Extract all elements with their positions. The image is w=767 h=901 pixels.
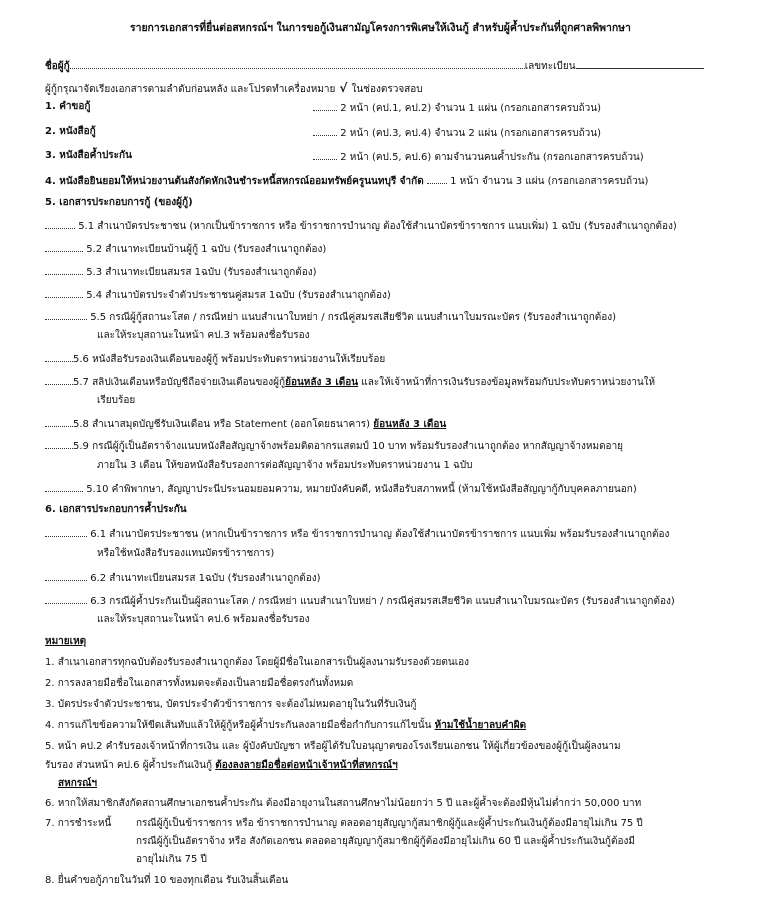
note-7-line-3: อายุไม่เกิน 75 ปี (136, 854, 207, 865)
member-no-field[interactable] (576, 59, 704, 69)
section-5-item-5-cont: และให้ระบุสถานะในหน้า คป.3 พร้อมลงชื่อรับรอง (97, 330, 310, 341)
item-2-detail: 2 หน้า (คป.3, คป.4) จำนวน 2 แผ่น (กรอกเอกสารครบถ้วน) (313, 126, 601, 141)
check-6-3[interactable] (45, 594, 87, 604)
document-title: รายการเอกสารที่ยื่นต่อสหกรณ์ฯ ในการขอกู้เงินสามัญโครงการพิเศษให้เงินกู้ สำหรับผู้ค้ำประกันที่ถูกศาลพิพากษา (129, 22, 631, 34)
borrower-label: ชื่อผู้กู้ (45, 61, 70, 72)
item-4-detail: 1 หน้า จำนวน 3 แผ่น (กรอกเอกสารครบถ้วน) (450, 176, 649, 187)
back-3-months-b: ย้อนหลัง 3 เดือน (373, 419, 447, 430)
item-4-check[interactable] (427, 174, 447, 184)
section-6-item-3: 6.3 กรณีผู้ค้ำประกันเป็นผู้สถานะโสด / กรณีหย่า แนบสำเนาใบหย่า / กรณีคู่สมรสเสียชีวิต แนบสำเนาใบมรณะบัตร (รับรองสำเนาถูกต้อง) (45, 594, 675, 609)
section-5-item-7: 5.7 สลิปเงินเดือนหรือบัญชีถือจ่ายเงินเดือนของผู้กู้ย้อนหลัง 3 เดือน และให้เจ้าหน้าที่การเงินรับรองข้อมูลพร้อมกับประทับตราหน่วยงานให้ (45, 375, 655, 390)
note-7-line-1: กรณีผู้กู้เป็นข้าราชการ หรือ ข้าราชการบำนาญ ตลอดอายุสัญญากู้สมาชิกผู้กู้และผู้ค้ำประกันเงินกู้ต้องมีอายุไม่เกิน 75 ปี (136, 818, 643, 829)
section-5-item-9-cont: ภายใน 3 เดือน ให้ขอหนังสือรับรองการต่อสัญญาจ้าง พร้อมประทับตราหน่วยงาน 1 ฉบับ (97, 460, 473, 471)
instruction-line (45, 81, 423, 97)
check-5-6[interactable] (45, 352, 73, 362)
section-5-heading: 5. เอกสารประกอบการกู้ (ของผู้กู้) (45, 197, 193, 208)
back-3-months-a: ย้อนหลัง 3 เดือน (285, 377, 359, 388)
section-5-item-7-cont: เรียบร้อย (97, 395, 136, 406)
item-3-check[interactable] (313, 150, 337, 160)
check-5-2[interactable] (45, 242, 83, 252)
section-6-item-1-cont: หรือใช้หนังสือรับรองแทนบัตรข้าราชการ) (97, 548, 275, 559)
check-5-7[interactable] (45, 375, 73, 385)
check-5-9[interactable] (45, 439, 73, 449)
section-5-item-4: 5.4 สำเนาบัตรประจำตัวประชาชนคู่สมรส 1ฉบับ (รับรองสำเนาถูกต้อง) (45, 288, 391, 303)
instruction-text: ผู้กู้กรุณาจัดเรียงเอกสารตามลำดับก่อนหลัง และโปรดทำเครื่องหมาย (45, 84, 336, 95)
section-6-item-2: 6.2 สำเนาทะเบียนสมรส 1ฉบับ (รับรองสำเนาถูกต้อง) (45, 571, 321, 586)
note-7-label: 7. การชำระหนี้ (45, 818, 112, 829)
section-5-item-1: 5.1 สำเนาบัตรประชาชน (หากเป็นข้าราชการ หรือ ข้าราชการบำนาญ ต้องใช้สำเนาบัตรข้าราชการ แนบเพิ่ม) 1 ฉบับ (รับรองสำเนาถูกต้อง) (45, 219, 677, 234)
check-5-4[interactable] (45, 288, 83, 298)
item-4 (45, 174, 648, 189)
note-5: 5. หน้า คป.2 คำรับรองเจ้าหน้าที่การเงิน และ ผู้บังคับบัญชา หรือผู้ได้รับใบอนุญาตของโรงเรียนเอกชน ให้ผู้เกี่ยวข้องของผู้กู้เป็นผู้ลงนาม (45, 741, 621, 752)
note-4: 4. การแก้ไขข้อความให้ขีดเส้นทับแล้วให้ผู้กู้หรือผู้ค้ำประกันลงลายมือชื่อกำกับการแก้ไขนั้น ห้ามใช้น้ำยาลบคำผิด (45, 720, 527, 731)
item-1-check[interactable] (313, 101, 337, 111)
note-6: 6. หากให้สมาชิกสังกัดสถานศึกษาเอกชนค้ำประกัน ต้องมีอายุงานในสถานศึกษาไม่น้อยกว่า 5 ปี และผู้ค้ำจะต้องมีหุ้นไม่ต่ำกว่า 50,000 บาท (45, 798, 642, 809)
section-6-heading: 6. เอกสารประกอบการค้ำประกัน (45, 504, 187, 515)
check-5-1[interactable] (45, 219, 75, 229)
item-4-label: 4. หนังสือยินยอมให้หน่วยงานต้นสังกัดหักเงินชำระหนี้สหกรณ์ออมทรัพย์ครูนนทบุรี จำกัด (45, 176, 424, 187)
section-5-item-10: 5.10 คำพิพากษา, สัญญาประนีประนอมยอมความ, หมายบังคับคดี, หนังสือรับสภาพหนี้ (ห้ามใช้หนังสือสัญญากู้กับบุคคลภายนอก) (45, 482, 637, 497)
section-5-item-3: 5.3 สำเนาทะเบียนสมรส 1ฉบับ (รับรองสำเนาถูกต้อง) (45, 265, 317, 280)
note-3: 3. บัตรประจำตัวประชาชน, บัตรประจำตัวข้าราชการ จะต้องไม่หมดอายุในวันที่รับเงินกู้ (45, 699, 417, 710)
borrower-name-field[interactable] (70, 59, 525, 69)
check-5-5[interactable] (45, 310, 87, 320)
note-4-emphasis: ห้ามใช้น้ำยาลบคำผิด (434, 720, 527, 731)
section-5-item-9: 5.9 กรณีผู้กู้เป็นอัตราจ้างแนบหนังสือสัญญาจ้างพร้อมติดอากรแสตมป์ 10 บาท พร้อมรับรองสำเนาถูกต้อง หากสัญญาจ้างหมดอายุ (45, 439, 623, 454)
check-5-10[interactable] (45, 482, 83, 492)
item-1-label: 1. คำขอกู้ (45, 101, 91, 112)
section-5-item-8: 5.8 สำเนาสมุดบัญชีรับเงินเดือน หรือ Statement (ออกโดยธนาคาร) ย้อนหลัง 3 เดือน (45, 417, 446, 432)
instruction-suffix: ในช่องตรวจสอบ (351, 84, 423, 95)
note-5-cont: รับรอง ส่วนหน้า คป.6 ผู้ค้ำประกันเงินกู้ ต้องลงลายมือชื่อต่อหน้าเจ้าหน้าที่สหกรณ์ฯ (45, 760, 398, 771)
section-5-item-2: 5.2 สำเนาทะเบียนบ้านผู้กู้ 1 ฉบับ (รับรองสำเนาถูกต้อง) (45, 242, 326, 257)
note-8: 8. ยื่นคำขอกู้ภายในวันที่ 10 ของทุกเดือน รับเงินสิ้นเดือน (45, 875, 289, 886)
note-7-line-2: กรณีผู้กู้เป็นอัตราจ้าง หรือ สังกัดเอกชน ตลอดอายุสัญญากู้สมาชิกผู้กู้ต้องมีอายุไม่เกิน 60 ปี และผู้ค้ำประกันเงินกู้ต้องมี (136, 836, 635, 847)
item-2-label: 2. หนังสือกู้ (45, 126, 96, 137)
check-5-8[interactable] (45, 417, 73, 427)
note-5-emphasis: ต้องลงลายมือชื่อต่อหน้าเจ้าหน้าที่สหกรณ์ฯ (215, 760, 398, 771)
check-5-3[interactable] (45, 265, 83, 275)
section-6-item-1: 6.1 สำเนาบัตรประชาชน (หากเป็นข้าราชการ หรือ ข้าราชการบำนาญ ต้องใช้สำเนาบัตรข้าราชการ แนบเพิ่ม พร้อมรับรองสำเนาถูกต้อง (45, 527, 669, 542)
item-3-detail: 2 หน้า (คป.5, คป.6) ตามจำนวนคนค้ำประกัน (กรอกเอกสารครบถ้วน) (313, 150, 644, 165)
item-2-check[interactable] (313, 126, 337, 136)
item-3-label: 3. หนังสือค้ำประกัน (45, 150, 132, 161)
note-5-coop: สหกรณ์ฯ (58, 778, 98, 789)
note-2: 2. การลงลายมือชื่อในเอกสารทั้งหมดจะต้องเป็นลายมือชื่อตรงกันทั้งหมด (45, 678, 354, 689)
member-no-label: เลขทะเบียน (524, 61, 576, 72)
checkmark-icon: √ (339, 81, 348, 95)
check-6-1[interactable] (45, 527, 87, 537)
section-6-item-3-cont: และให้ระบุสถานะในหน้า คป.6 พร้อมลงชื่อรับรอง (97, 614, 310, 625)
section-5-item-5: 5.5 กรณีผู้กู้สถานะโสด / กรณีหย่า แนบสำเนาใบหย่า / กรณีคู่สมรสเสียชีวิต แนบสำเนาใบมรณะบัตร (รับรองสำเนาถูกต้อง) (45, 310, 616, 325)
borrower-line (45, 59, 704, 74)
section-5-item-6: 5.6 หนังสือรับรองเงินเดือนของผู้กู้ พร้อมประทับตราหน่วยงานให้เรียบร้อย (45, 352, 385, 367)
item-1-detail: 2 หน้า (คป.1, คป.2) จำนวน 1 แผ่น (กรอกเอกสารครบถ้วน) (313, 101, 601, 116)
check-6-2[interactable] (45, 571, 87, 581)
notes-heading: หมายเหตุ (45, 636, 87, 647)
note-1: 1. สำเนาเอกสารทุกฉบับต้องรับรองสำเนาถูกต้อง โดยผู้มีชื่อในเอกสารเป็นผู้ลงนามรับรองด้วยตนเอง (45, 657, 470, 668)
